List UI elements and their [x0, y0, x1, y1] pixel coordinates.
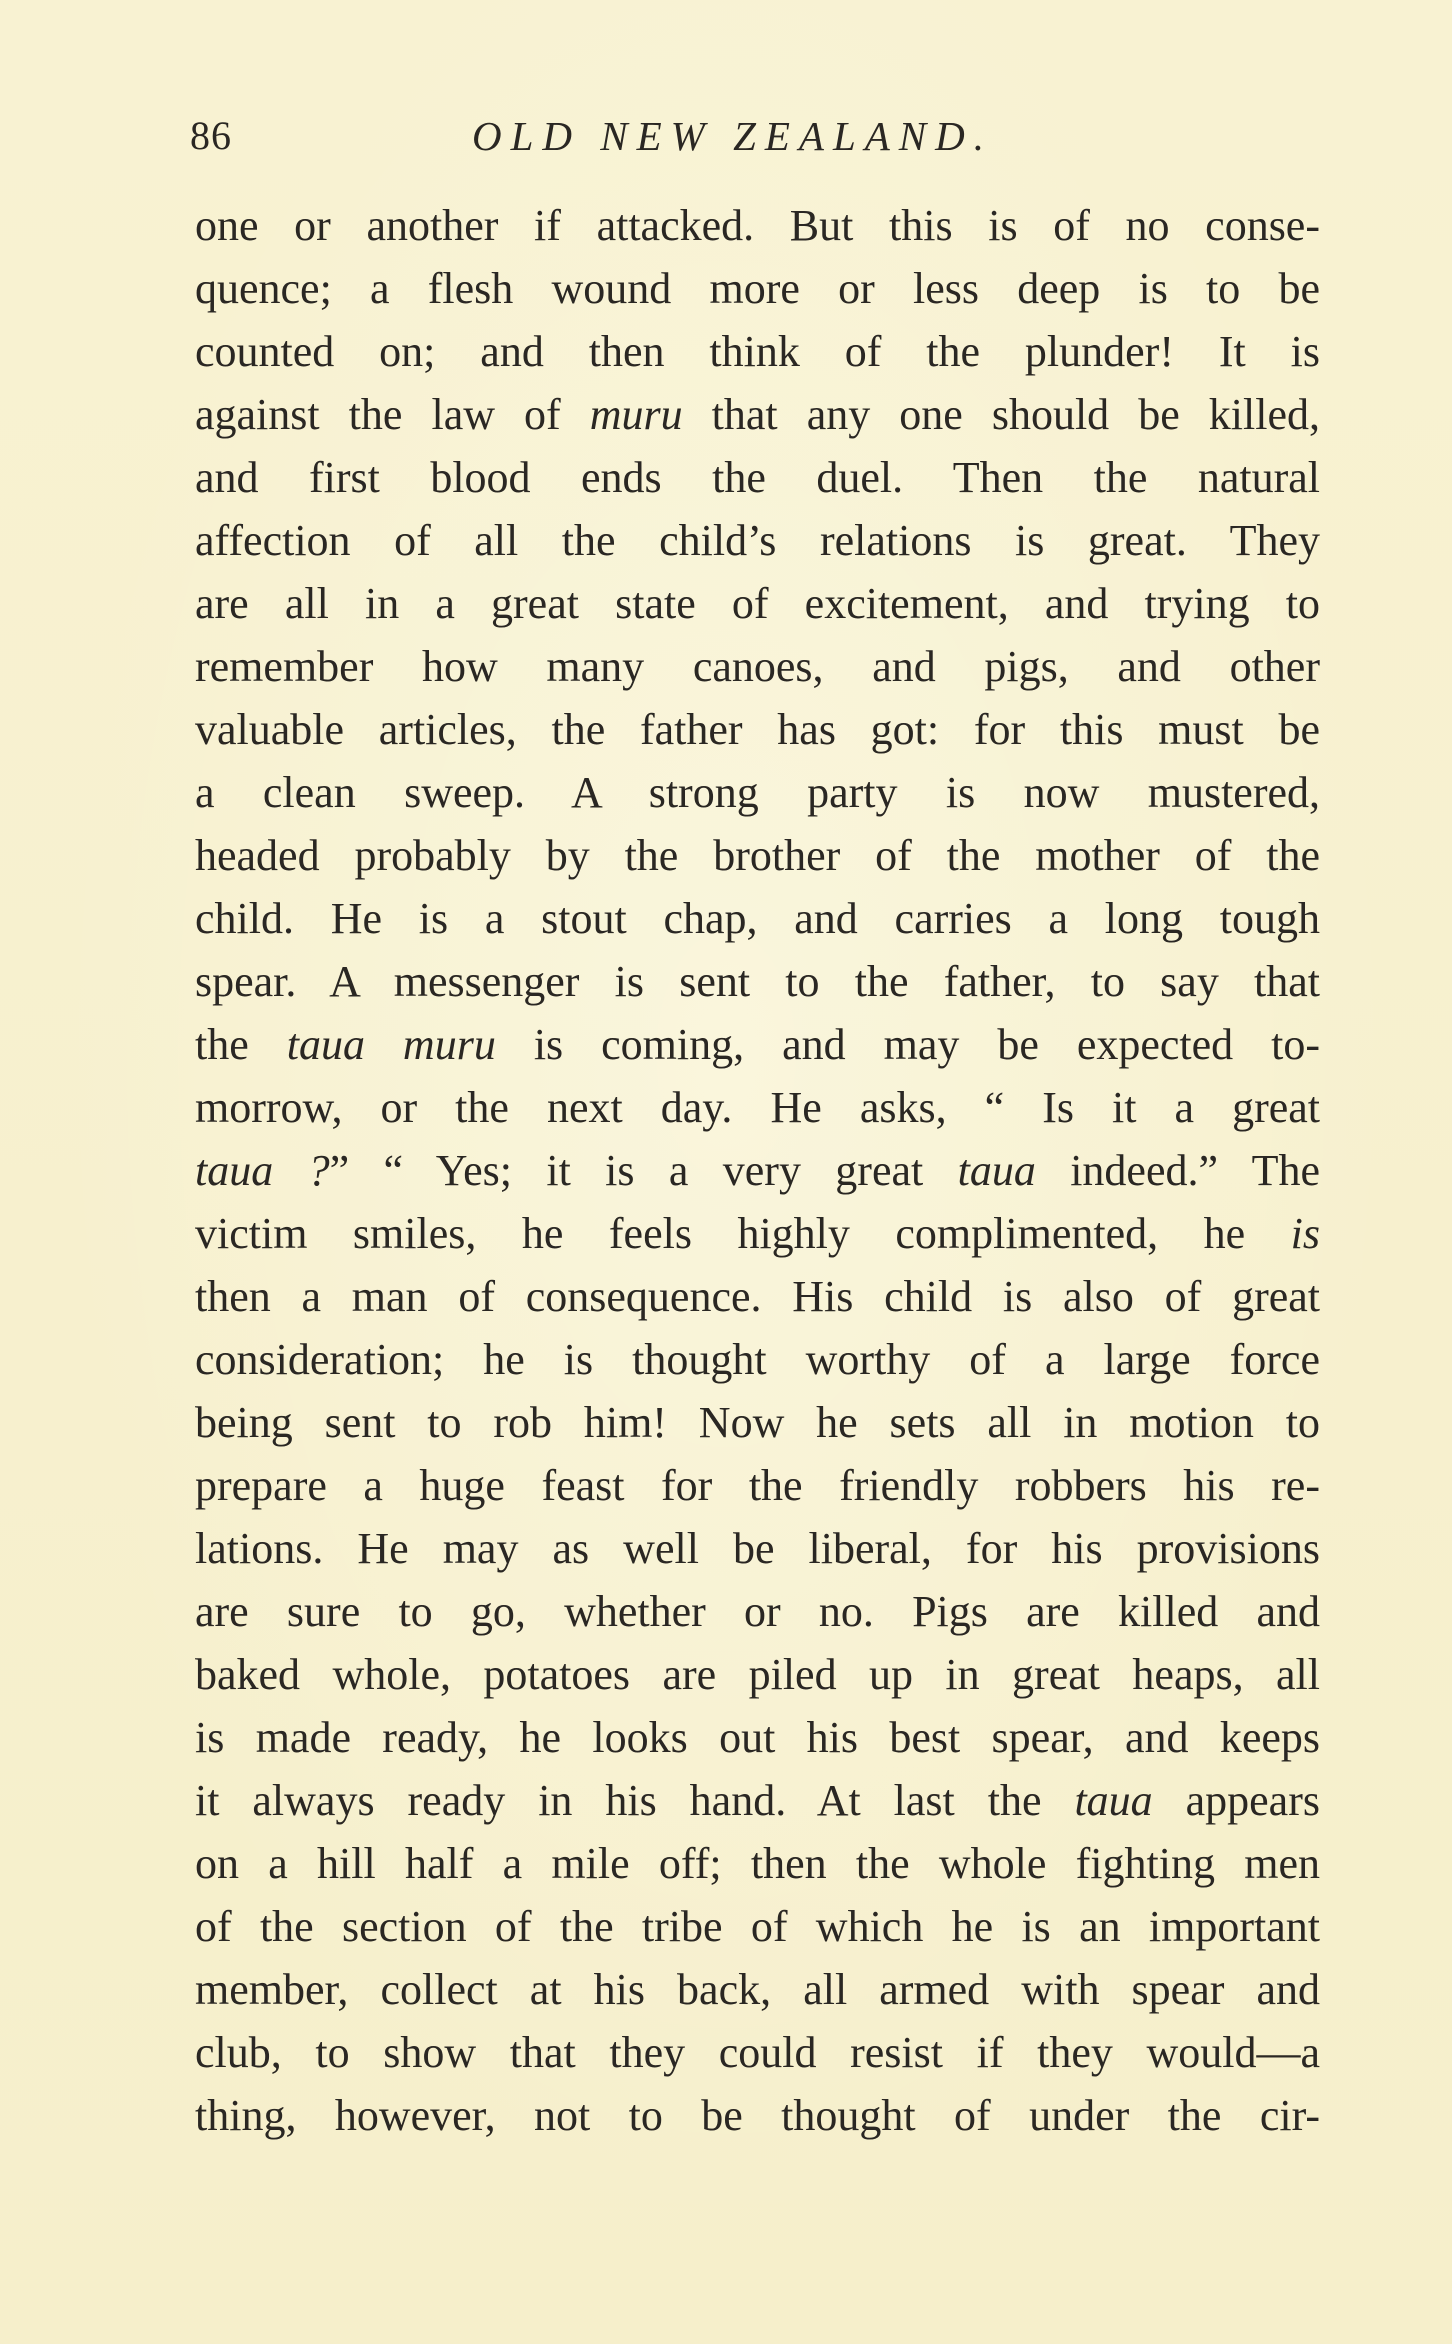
text-line — [195, 1832, 1320, 1895]
text-line — [195, 194, 1320, 257]
text-line — [195, 383, 1320, 446]
text-segment: club, to show that they could resist if they would—a — [195, 2028, 1320, 2077]
text-segment: lations. He may as well be liberal, for his provisions — [195, 1524, 1320, 1573]
text-line — [195, 1076, 1320, 1139]
text-line — [195, 1769, 1320, 1832]
text-line — [195, 1202, 1320, 1265]
text-segment: is made ready, he looks out his best spear, and keeps — [195, 1713, 1320, 1762]
page-header — [190, 112, 1320, 162]
text-line — [195, 824, 1320, 887]
text-segment: on a hill half a mile off; then the whole fighting men — [195, 1839, 1320, 1888]
text-line — [195, 1517, 1320, 1580]
italic-term: taua ? — [195, 1146, 330, 1195]
text-segment: appears — [1152, 1776, 1320, 1825]
text-line — [195, 1454, 1320, 1517]
text-line — [195, 320, 1320, 383]
text-segment: and first blood ends the duel. Then the natural — [195, 453, 1320, 502]
text-segment: consideration; he is thought worthy of a large force — [195, 1335, 1320, 1384]
text-line — [195, 572, 1320, 635]
italic-term: is — [1290, 1209, 1320, 1258]
text-segment: counted on; and then think of the plunder! It is — [195, 327, 1320, 376]
text-line — [195, 635, 1320, 698]
text-segment: remember how many canoes, and pigs, and other — [195, 642, 1320, 691]
text-line — [195, 1139, 1320, 1202]
text-segment: is coming, and may be expected to- — [495, 1020, 1320, 1069]
text-line — [195, 1391, 1320, 1454]
text-segment: being sent to rob him! Now he sets all in motion to — [195, 1398, 1320, 1447]
text-segment: that any one should be killed, — [682, 390, 1320, 439]
text-line — [195, 509, 1320, 572]
text-segment: the — [195, 1020, 287, 1069]
text-segment: member, collect at his back, all armed with spear and — [195, 1965, 1320, 2014]
text-segment: morrow, or the next day. He asks, “ Is it a great — [195, 1083, 1320, 1132]
text-segment: a clean sweep. A strong party is now mustered, — [195, 768, 1320, 817]
text-segment: ” “ Yes; it is a very great — [329, 1146, 958, 1195]
body-text — [195, 194, 1320, 2147]
text-segment: prepare a huge feast for the friendly robbers his re- — [195, 1461, 1320, 1510]
text-segment: are sure to go, whether or no. Pigs are killed and — [195, 1587, 1320, 1636]
text-segment: spear. A messenger is sent to the father, to say that — [195, 957, 1320, 1006]
text-line — [195, 1643, 1320, 1706]
text-segment: are all in a great state of excitement, and trying to — [195, 579, 1320, 628]
text-line — [195, 1706, 1320, 1769]
text-segment: then a man of consequence. His child is also of great — [195, 1272, 1320, 1321]
text-line — [195, 698, 1320, 761]
text-line — [195, 1958, 1320, 2021]
text-line — [195, 1328, 1320, 1391]
text-line — [195, 887, 1320, 950]
text-segment: affection of all the child’s relations is great. They — [195, 516, 1320, 565]
italic-term: taua — [957, 1146, 1036, 1195]
text-line — [195, 1265, 1320, 1328]
text-line — [195, 257, 1320, 320]
text-line — [195, 761, 1320, 824]
text-segment: it always ready in his hand. At last the — [195, 1776, 1075, 1825]
italic-term: muru — [589, 390, 683, 439]
italic-term: taua — [1074, 1776, 1153, 1825]
text-segment: of the section of the tribe of which he is an important — [195, 1902, 1320, 1951]
text-segment: quence; a flesh wound more or less deep is to be — [195, 264, 1320, 313]
text-line — [195, 2021, 1320, 2084]
text-segment: valuable articles, the father has got: for this must be — [195, 705, 1320, 754]
page-number: 86 — [190, 113, 232, 158]
running-title: OLD NEW ZEALAND. — [472, 113, 994, 159]
text-segment: headed probably by the brother of the mother of the — [195, 831, 1320, 880]
italic-term: taua muru — [286, 1020, 496, 1069]
text-line — [195, 1013, 1320, 1076]
text-segment: one or another if attacked. But this is of no conse- — [195, 201, 1320, 250]
text-line — [195, 1580, 1320, 1643]
text-line — [195, 1895, 1320, 1958]
text-line — [195, 446, 1320, 509]
text-segment: indeed.” The — [1035, 1146, 1320, 1195]
text-segment: child. He is a stout chap, and carries a long tough — [195, 894, 1320, 943]
text-line — [195, 2084, 1320, 2147]
text-segment: victim smiles, he feels highly complimented, he — [195, 1209, 1291, 1258]
text-line — [195, 950, 1320, 1013]
text-segment: thing, however, not to be thought of under the cir- — [195, 2091, 1320, 2140]
text-segment: baked whole, potatoes are piled up in great heaps, all — [195, 1650, 1320, 1699]
text-segment: against the law of — [195, 390, 590, 439]
